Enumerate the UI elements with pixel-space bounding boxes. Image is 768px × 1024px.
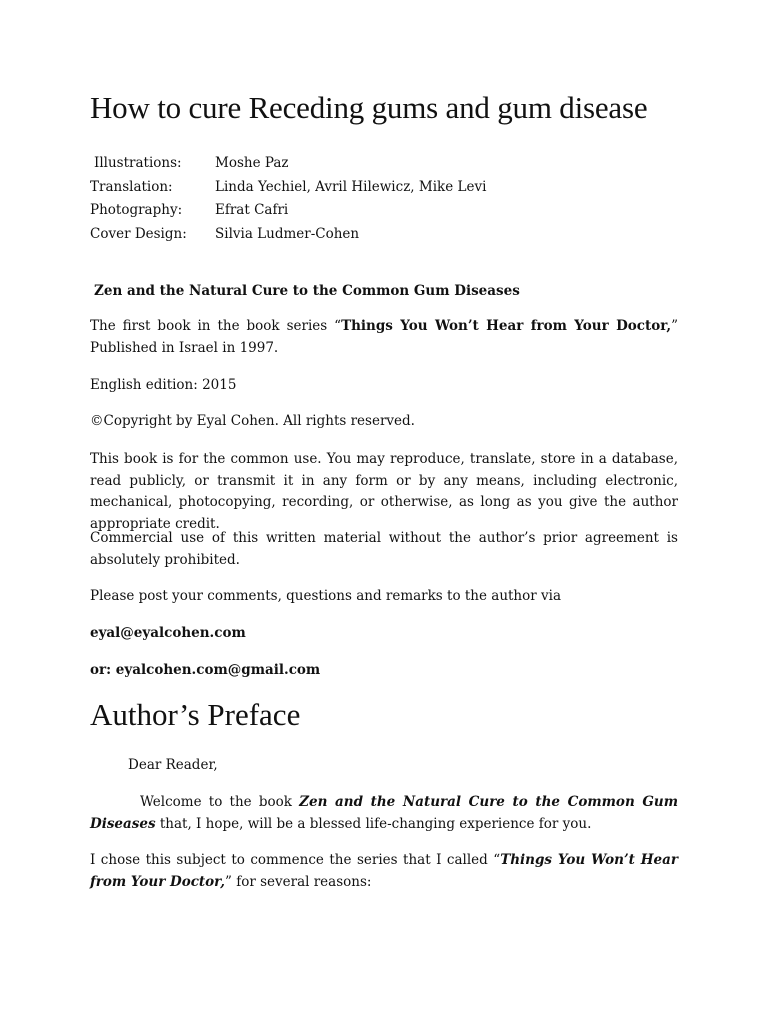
book-subtitle: Zen and the Natural Cure to the Common Gum Diseases: [94, 283, 520, 299]
welcome-paragraph: [90, 792, 678, 835]
chose-paragraph: [90, 850, 678, 893]
salutation: Dear Reader,: [128, 757, 218, 773]
first-book-paragraph: [90, 316, 678, 359]
document-page: [90, 0, 678, 1024]
series-name: Things You Won’t Hear from Your Doctor,: [90, 852, 678, 890]
credit-value: Moshe Paz: [215, 155, 289, 171]
chose-prefix: I chose this subject to commence the series that I called “: [90, 852, 501, 868]
credit-row-cover-design: [90, 223, 486, 247]
copyright-text: ©Copyright by Eyal Cohen. All rights reserved.: [90, 413, 415, 429]
credit-label: Translation:: [90, 178, 173, 195]
book-title: Zen and the Natural Cure to the Common Gum Diseases: [90, 794, 678, 832]
credit-value: Silvia Ludmer-Cohen: [215, 225, 360, 242]
credit-value: Efrat Cafri: [215, 202, 289, 218]
credit-row-photography: [90, 199, 486, 223]
chose-suffix: ” for several reasons:: [225, 873, 372, 890]
credit-label: Photography:: [90, 202, 183, 218]
series-name: Things You Won’t Hear from Your Doctor,: [341, 318, 672, 334]
page-title: How to cure Receding gums and gum disease: [90, 90, 648, 125]
credit-row-illustrations: [90, 152, 486, 176]
credits-list: [90, 152, 486, 246]
welcome-suffix: that, I hope, will be a blessed life-changing experience for you.: [155, 815, 592, 832]
contact-intro: Please post your comments, questions and remarks to the author via: [90, 588, 561, 604]
commercial-paragraph: Commercial use of this written material without the author’s prior agreement is absolutely prohibited.: [90, 530, 678, 568]
email-secondary-link[interactable]: or: eyalcohen.com@gmail.com: [90, 662, 321, 678]
credit-value: Linda Yechiel, Avril Hilewicz, Mike Levi: [215, 178, 487, 195]
first-book-prefix: The first book in the book series “: [90, 318, 342, 334]
credit-label: Cover Design:: [90, 225, 187, 242]
email-primary-link[interactable]: eyal@eyalcohen.com: [90, 625, 246, 641]
preface-heading: Author’s Preface: [90, 697, 301, 732]
credit-label: Illustrations:: [94, 155, 182, 171]
edition-text: English edition: 2015: [90, 377, 237, 393]
usage-paragraph: This book is for the common use. You may reproduce, translate, store in a database, read publicly, or transmit it in any form or by any means, including electronic, mechanical, photocopying, recording, or otherwise, as long as you give the author appropriate credit.: [90, 451, 678, 532]
welcome-prefix: Welcome to the book: [140, 794, 300, 810]
credit-row-translation: [90, 176, 486, 200]
first-book-suffix: ” Published in Israel in 1997.: [90, 318, 678, 356]
